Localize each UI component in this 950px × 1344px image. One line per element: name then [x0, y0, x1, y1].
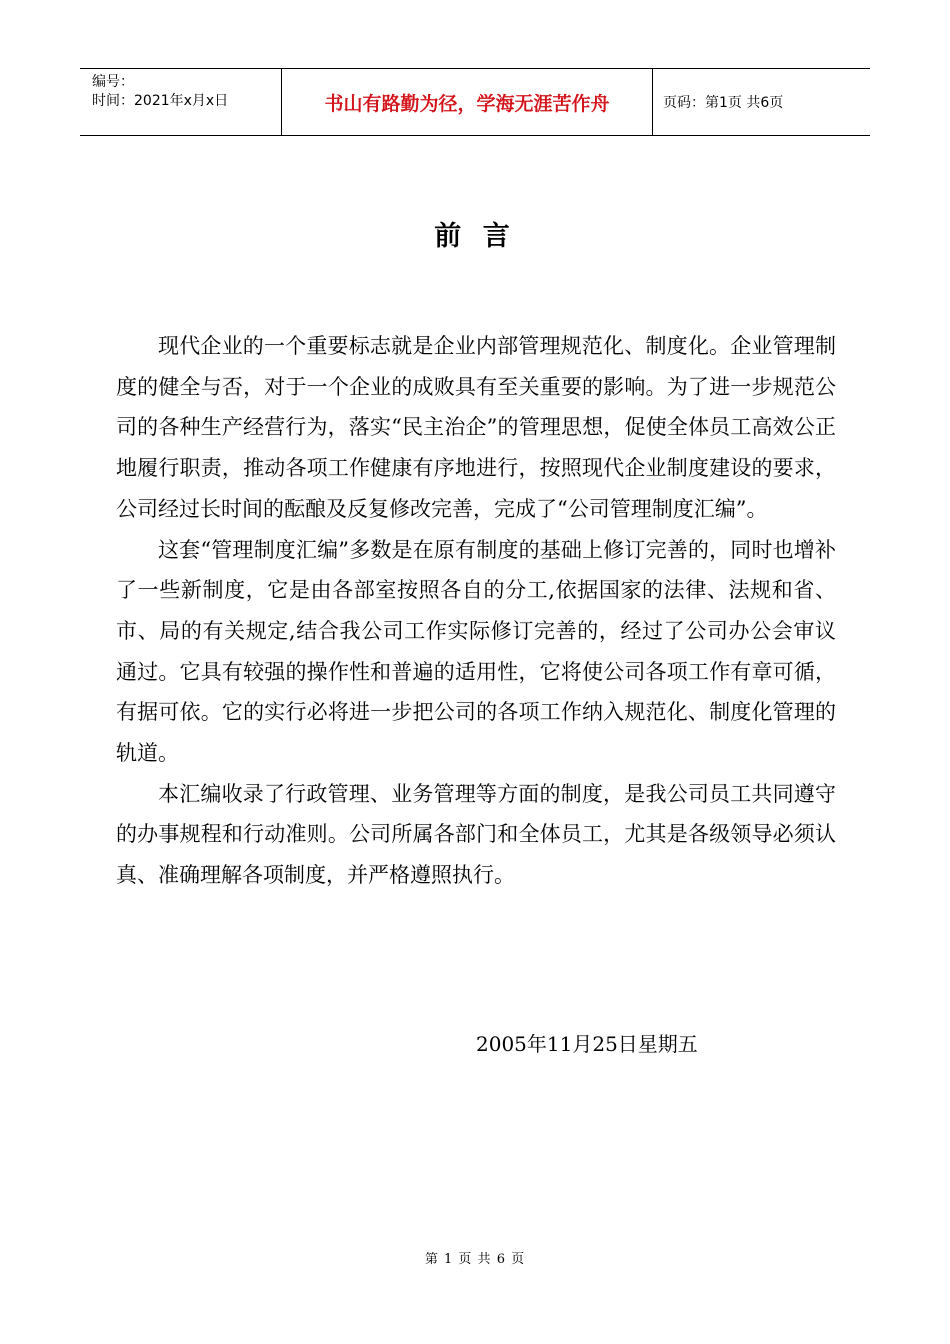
page-header	[80, 68, 870, 136]
page-footer: 第 1 页 共 6 页	[424, 1252, 526, 1267]
paragraph-3: 本汇编收录了行政管理、业务管理等方面的制度，是我公司员工共同遵守的办事规程和行动准则。公司所属各部门和全体员工，尤其是各级领导必须认真、准确理解各项制度，并严格遵照执行。	[116, 781, 836, 888]
header-motto: 书山有路勤为径，学海无涯苦作舟	[282, 69, 653, 135]
document-title: 前 言	[434, 221, 516, 252]
paragraph-1: 现代企业的一个重要标志就是企业内部管理规范化、制度化。企业管理制度的健全与否，对于一个企业的成败具有至关重要的影响。为了进一步规范公司的各种生产经营行为，落实“民主治企”的管理思想，促使全体员工高效公正地履行职责，推动各项工作健康有序地进行，按照现代企业制度建设的要求，公司经过长时间的酝酿及反复修改完善，完成了“公司管理制度汇编”。	[116, 334, 836, 521]
document-date: 2005年11月25日星期五	[476, 1032, 698, 1056]
document-body	[116, 326, 836, 896]
paragraph-2: 这套“管理制度汇编”多数是在原有制度的基础上修订完善的，同时也增补了一些新制度，它是由各部室按照各自的分工,依据国家的法律、法规和省、市、局的有关规定,结合我公司工作实际修订完善的，经过了公司办公会审议通过。它具有较强的操作性和普遍的适用性，它将使公司各项工作有章可循，有据可依。它的实行必将进一步把公司的各项工作纳入规范化、制度化管理的轨道。	[116, 537, 836, 766]
document-number-label: 编号：	[92, 74, 134, 90]
header-page-info: 页码：第1页 共6页	[663, 95, 784, 111]
header-meta	[80, 69, 282, 135]
document-time-label: 时间：2021年x月x日	[92, 93, 229, 109]
